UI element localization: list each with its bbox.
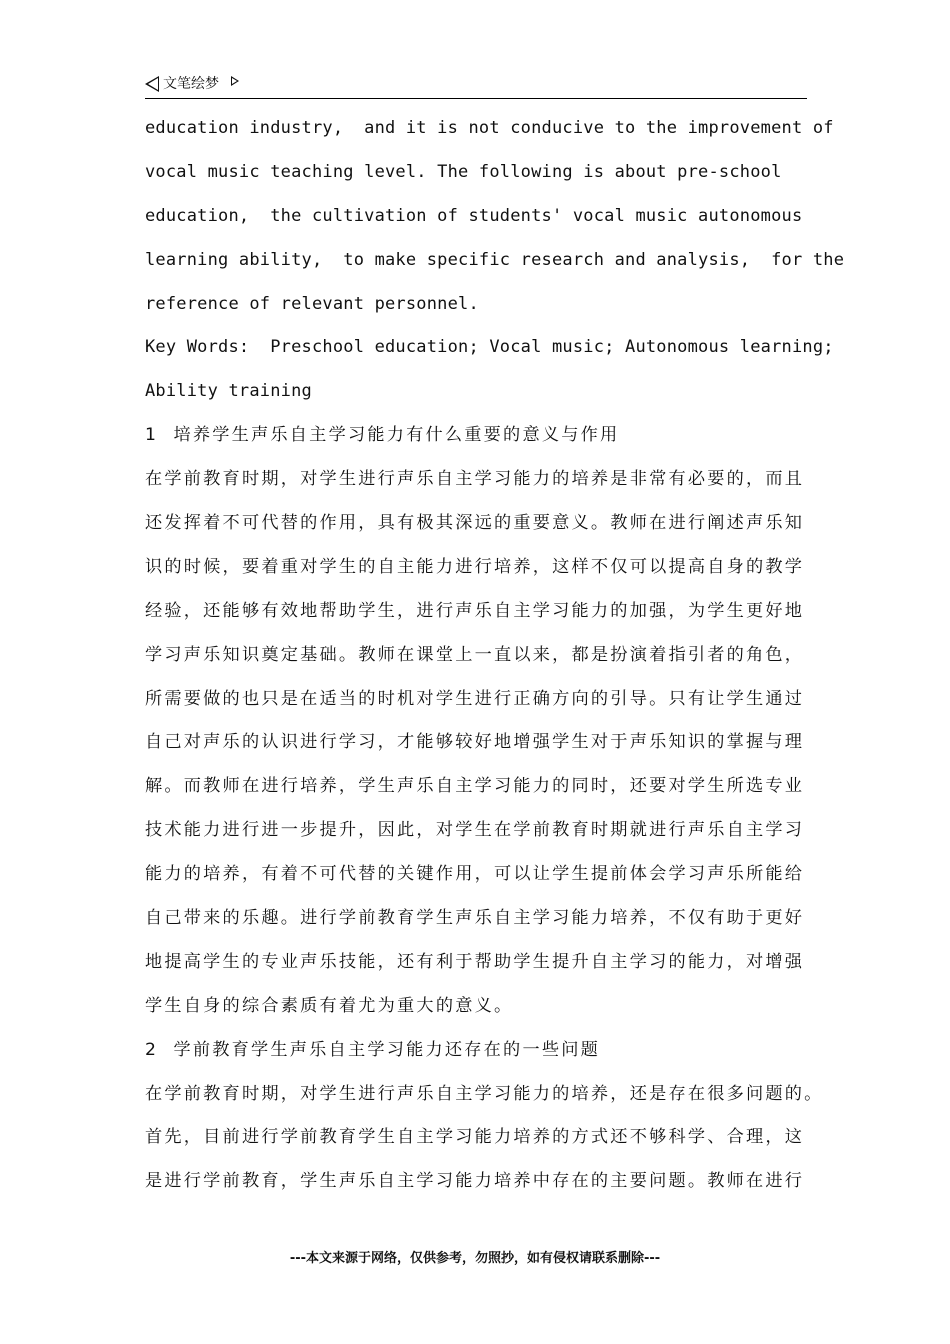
header-brand bbox=[145, 74, 239, 94]
body-line: 经验，还能够有效地帮助学生，进行声乐自主学习能力的加强，为学生更好地 bbox=[145, 600, 805, 621]
body-line: 首先，目前进行学前教育学生自主学习能力培养的方式还不够科学、合理，这 bbox=[145, 1127, 805, 1148]
body-line: 地提高学生的专业声乐技能，还有利于帮助学生提升自主学习的能力，对增强 bbox=[145, 951, 805, 972]
body-line: learning ability, to make specific research and analysis, for the bbox=[145, 249, 845, 270]
keywords-line: Ability training bbox=[145, 381, 312, 402]
body-line: 还发挥着不可代替的作用，具有极其深远的重要意义。教师在进行阐述声乐知 bbox=[145, 513, 805, 534]
body-line: 在学前教育时期，对学生进行声乐自主学习能力的培养，还是存在很多问题的。 bbox=[145, 1083, 824, 1104]
body-line: 自己对声乐的认识进行学习，才能够较好地增强学生对于声乐知识的掌握与理 bbox=[145, 732, 805, 753]
body-line: 识的时候，要着重对学生的自主能力进行培养，这样不仅可以提高自身的教学 bbox=[145, 556, 805, 577]
body-line: education, the cultivation of students' vocal music autonomous bbox=[145, 205, 803, 226]
body-line: 解。而教师在进行培养，学生声乐自主学习能力的同时，还要对学生所选专业 bbox=[145, 776, 805, 797]
page-header bbox=[145, 74, 807, 99]
section-heading-1: 1 培养学生声乐自主学习能力有什么重要的意义与作用 bbox=[145, 425, 620, 446]
body-line: vocal music teaching level. The following is about pre-school bbox=[145, 161, 782, 182]
section-heading-2: 2 学前教育学生声乐自主学习能力还存在的一些问题 bbox=[145, 1039, 600, 1060]
body-line: 能力的培养，有着不可代替的关键作用，可以让学生提前体会学习声乐所能给 bbox=[145, 864, 805, 885]
body-line: 是进行学前教育，学生声乐自主学习能力培养中存在的主要问题。教师在进行 bbox=[145, 1171, 805, 1192]
body-line: 所需要做的也只是在适当的时机对学生进行正确方向的引导。只有让学生通过 bbox=[145, 688, 805, 709]
triangle-right-icon bbox=[231, 76, 239, 86]
body-line: 在学前教育时期，对学生进行声乐自主学习能力的培养是非常有必要的，而且 bbox=[145, 469, 805, 490]
body-line: 技术能力进行进一步提升，因此，对学生在学前教育时期就进行声乐自主学习 bbox=[145, 820, 805, 841]
body-line: 学习声乐知识奠定基础。教师在课堂上一直以来，都是扮演着指引者的角色， bbox=[145, 644, 805, 665]
body-line: 自己带来的乐趣。进行学前教育学生声乐自主学习能力培养，不仅有助于更好 bbox=[145, 908, 805, 929]
footer-notice: ---本文来源于网络，仅供参考，勿照抄，如有侵权请联系删除--- bbox=[289, 1251, 661, 1266]
triangle-left-icon bbox=[145, 76, 159, 92]
keywords-line: Key Words: Preschool education; Vocal music; Autonomous learning; bbox=[145, 337, 834, 358]
body-line: 学生自身的综合素质有着尤为重大的意义。 bbox=[145, 995, 514, 1016]
document-body bbox=[145, 113, 845, 1210]
body-line: education industry, and it is not conducive to the improvement of bbox=[145, 118, 834, 138]
brand-text: 文笔绘梦 bbox=[163, 76, 219, 92]
body-line: reference of relevant personnel. bbox=[145, 293, 479, 314]
